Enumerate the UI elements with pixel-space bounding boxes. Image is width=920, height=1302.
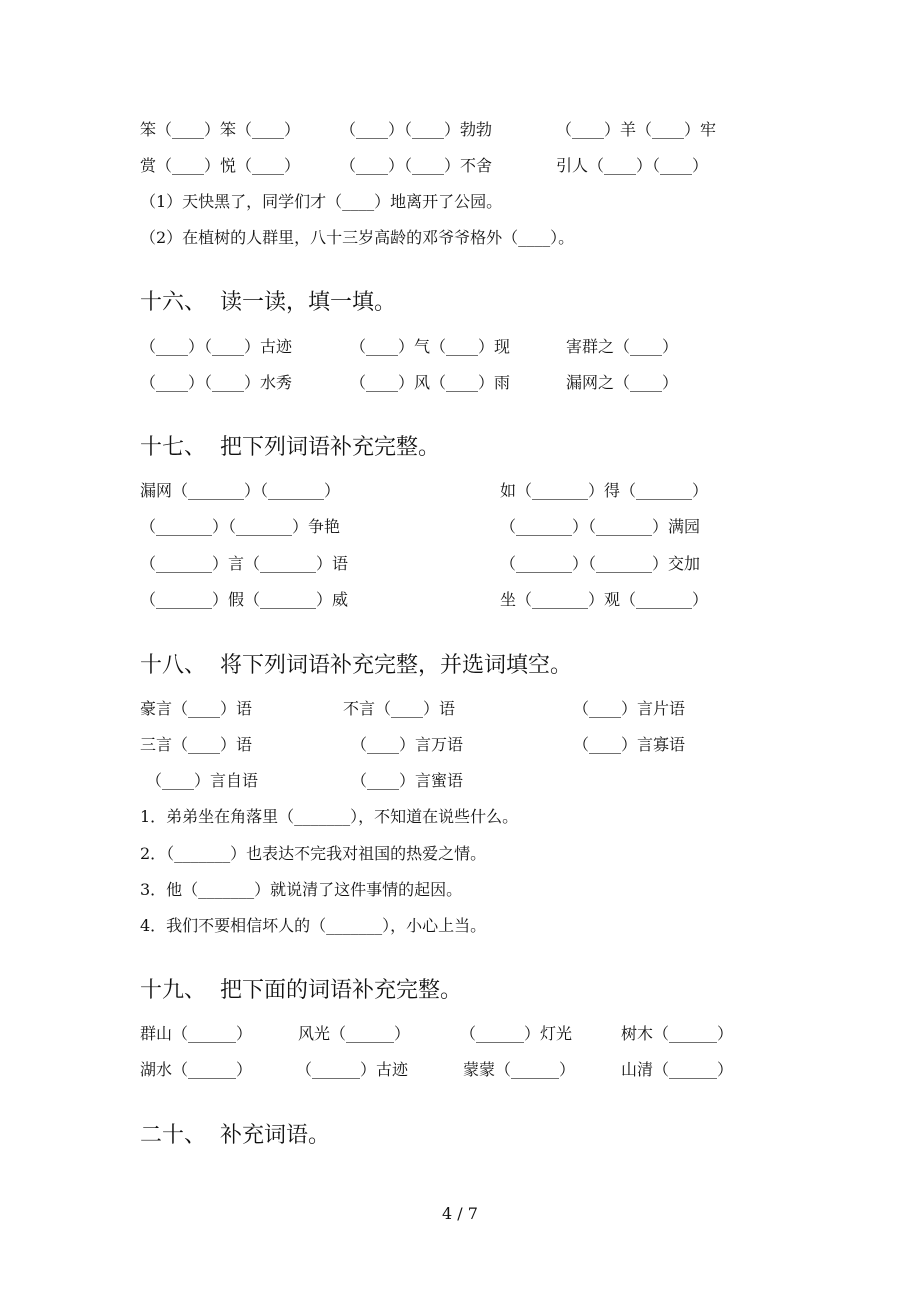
s16-row1-c: 害群之（____） [566, 337, 679, 356]
s17-title: 十七、 把下列词语补充完整。 [140, 435, 440, 460]
s18-row1-b: 不言（____）语 [343, 699, 456, 718]
s15-row2-c: 引人（____）（____） [556, 156, 709, 175]
s15-row2-b: （____）（____）不舍 [340, 156, 493, 175]
s18-row2-c: （____）言寡语 [573, 735, 686, 754]
s18-question-2: 2．（_______）也表达不完我对祖国的热爱之情。 [140, 844, 487, 863]
s16-title: 十六、 读一读，填一填。 [140, 290, 396, 315]
s19-row1-d: 树木（______） [621, 1024, 734, 1043]
s18-question-3: 3．他（_______）就说清了这件事情的起因。 [140, 880, 463, 899]
s18-row2-a: 三言（____）语 [140, 735, 253, 754]
s18-row3-a: （____）言自语 [146, 771, 259, 790]
s17-row4-b: 坐（_______）观（_______） [500, 590, 709, 609]
s17-row4-a: （_______）假（_______）威 [140, 590, 349, 609]
s16-row2-a: （____）（____）水秀 [140, 373, 293, 392]
s15-row2-a: 赏（____）悦（____） [140, 156, 301, 175]
s17-row2-b: （_______）（_______）满园 [500, 517, 701, 536]
s18-row1-c: （____）言片语 [573, 699, 686, 718]
s17-row3-a: （_______）言（_______）语 [140, 554, 349, 573]
s19-row2-c: 蒙蒙（______） [463, 1060, 576, 1079]
s17-row3-b: （_______）（_______）交加 [500, 554, 701, 573]
s15-row1-b: （____）（____）勃勃 [340, 120, 493, 139]
s18-row3-b: （____）言蜜语 [351, 771, 464, 790]
s19-row1-a: 群山（______） [140, 1024, 253, 1043]
s15-row1-a: 笨（____）笨（____） [140, 120, 301, 139]
s16-row1-a: （____）（____）古迹 [140, 337, 293, 356]
s16-row2-c: 漏网之（____） [566, 373, 679, 392]
s19-row1-c: （______）灯光 [460, 1024, 573, 1043]
page-number: 4 / 7 [442, 1204, 478, 1223]
s19-title: 十九、 把下面的词语补充完整。 [140, 978, 462, 1003]
s18-question-4: 4．我们不要相信坏人的（_______），小心上当。 [140, 916, 487, 935]
s17-row2-a: （_______）（_______）争艳 [140, 517, 341, 536]
s19-row2-d: 山清（______） [621, 1060, 734, 1079]
s17-row1-b: 如（_______）得（_______） [500, 481, 709, 500]
s15-row1-c: （____）羊（____）牢 [556, 120, 717, 139]
s19-row1-b: 风光（______） [298, 1024, 411, 1043]
s18-title: 十八、 将下列词语补充完整，并选词填空。 [140, 653, 572, 678]
s15-question-1: （1）天快黑了，同学们才（____）地离开了公园。 [140, 192, 503, 211]
s18-row1-a: 豪言（____）语 [140, 699, 253, 718]
s15-question-2: （2）在植树的人群里，八十三岁高龄的邓爷爷格外（____）。 [140, 228, 575, 247]
s17-row1-a: 漏网（_______）（_______） [140, 481, 341, 500]
s19-row2-a: 湖水（______） [140, 1060, 253, 1079]
s18-question-1: 1．弟弟坐在角落里（_______），不知道在说些什么。 [140, 807, 519, 826]
s19-row2-b: （______）古迹 [296, 1060, 409, 1079]
s20-title: 二十、 补充词语。 [140, 1123, 330, 1148]
s18-row2-b: （____）言万语 [351, 735, 464, 754]
s16-row2-b: （____）风（____）雨 [350, 373, 511, 392]
s16-row1-b: （____）气（____）现 [350, 337, 511, 356]
